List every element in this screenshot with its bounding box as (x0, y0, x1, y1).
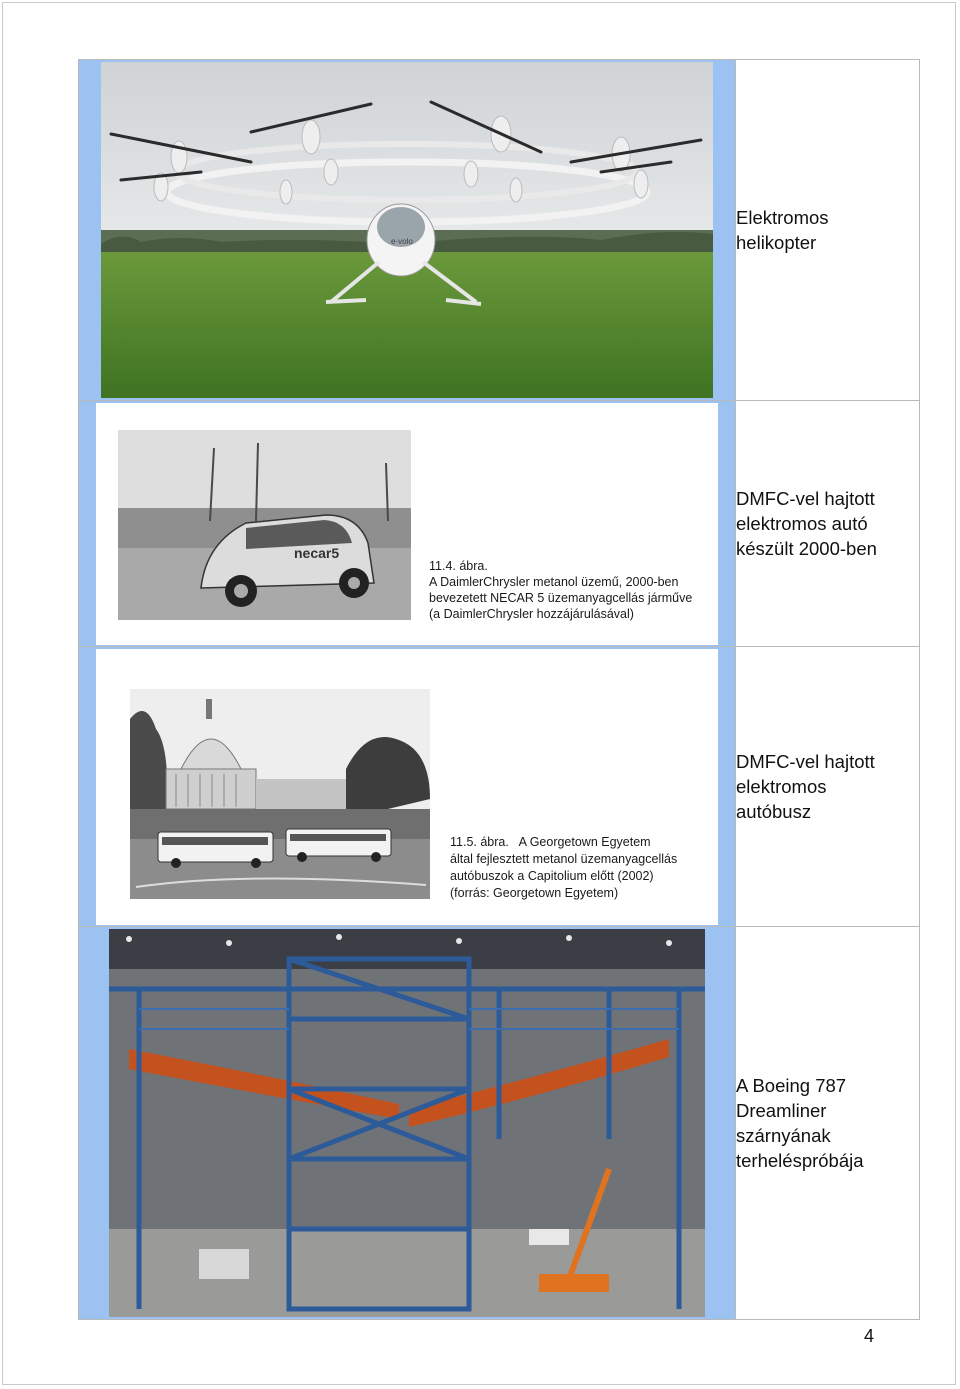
electric-helicopter-photo (101, 62, 713, 398)
page-number: 4 (864, 1326, 875, 1346)
figure-caption-line: 11.5. ábra. A Georgetown Egyetem (450, 834, 651, 849)
figure-caption-line: (forrás: Georgetown Egyetem) (450, 885, 619, 900)
table-row (79, 401, 920, 647)
table-row (79, 927, 920, 1320)
table-row (79, 60, 920, 401)
figure-caption-line: A DaimlerChrysler metanol üzemű, 2000-ben (429, 574, 679, 589)
row-caption: DMFC-vel hajtott elektromos autóbusz (736, 751, 875, 822)
necar5-car-figure (96, 403, 718, 645)
necar5-logo: necar5 (294, 544, 340, 561)
image-cell (79, 647, 736, 927)
svg-text:e·volo: e·volo (391, 237, 413, 246)
capitol-buses-photo (130, 689, 430, 899)
figure-caption-line: bevezetett NECAR 5 üzemanyagcellás járműve (429, 590, 693, 605)
caption-cell (736, 60, 920, 401)
necar5-car-photo (118, 430, 411, 620)
image-cell (79, 60, 736, 401)
figure-table (78, 59, 920, 1320)
image-cell (79, 401, 736, 647)
row-caption: DMFC-vel hajtott elektromos autó készült 2000-ben (736, 488, 877, 559)
caption-cell (736, 647, 920, 927)
capitol-buses-figure (96, 649, 718, 925)
figure-caption-line: által fejlesztett metanol üzemanyagcellás (450, 851, 678, 866)
figure-caption-line: (a DaimlerChrysler hozzájárulásával) (429, 606, 634, 621)
image-cell (79, 927, 736, 1320)
row-caption: Elektromos helikopter (736, 207, 829, 253)
table-row (79, 647, 920, 927)
boeing-wing-test-photo (109, 929, 705, 1317)
caption-cell (736, 401, 920, 647)
figure-caption-line: autóbuszok a Capitolium előtt (2002) (450, 868, 654, 883)
figure-caption-line: 11.4. ábra. (429, 558, 488, 573)
caption-cell (736, 927, 920, 1320)
row-caption: A Boeing 787 Dreamliner szárnyának terheléspróbája (736, 1075, 864, 1171)
